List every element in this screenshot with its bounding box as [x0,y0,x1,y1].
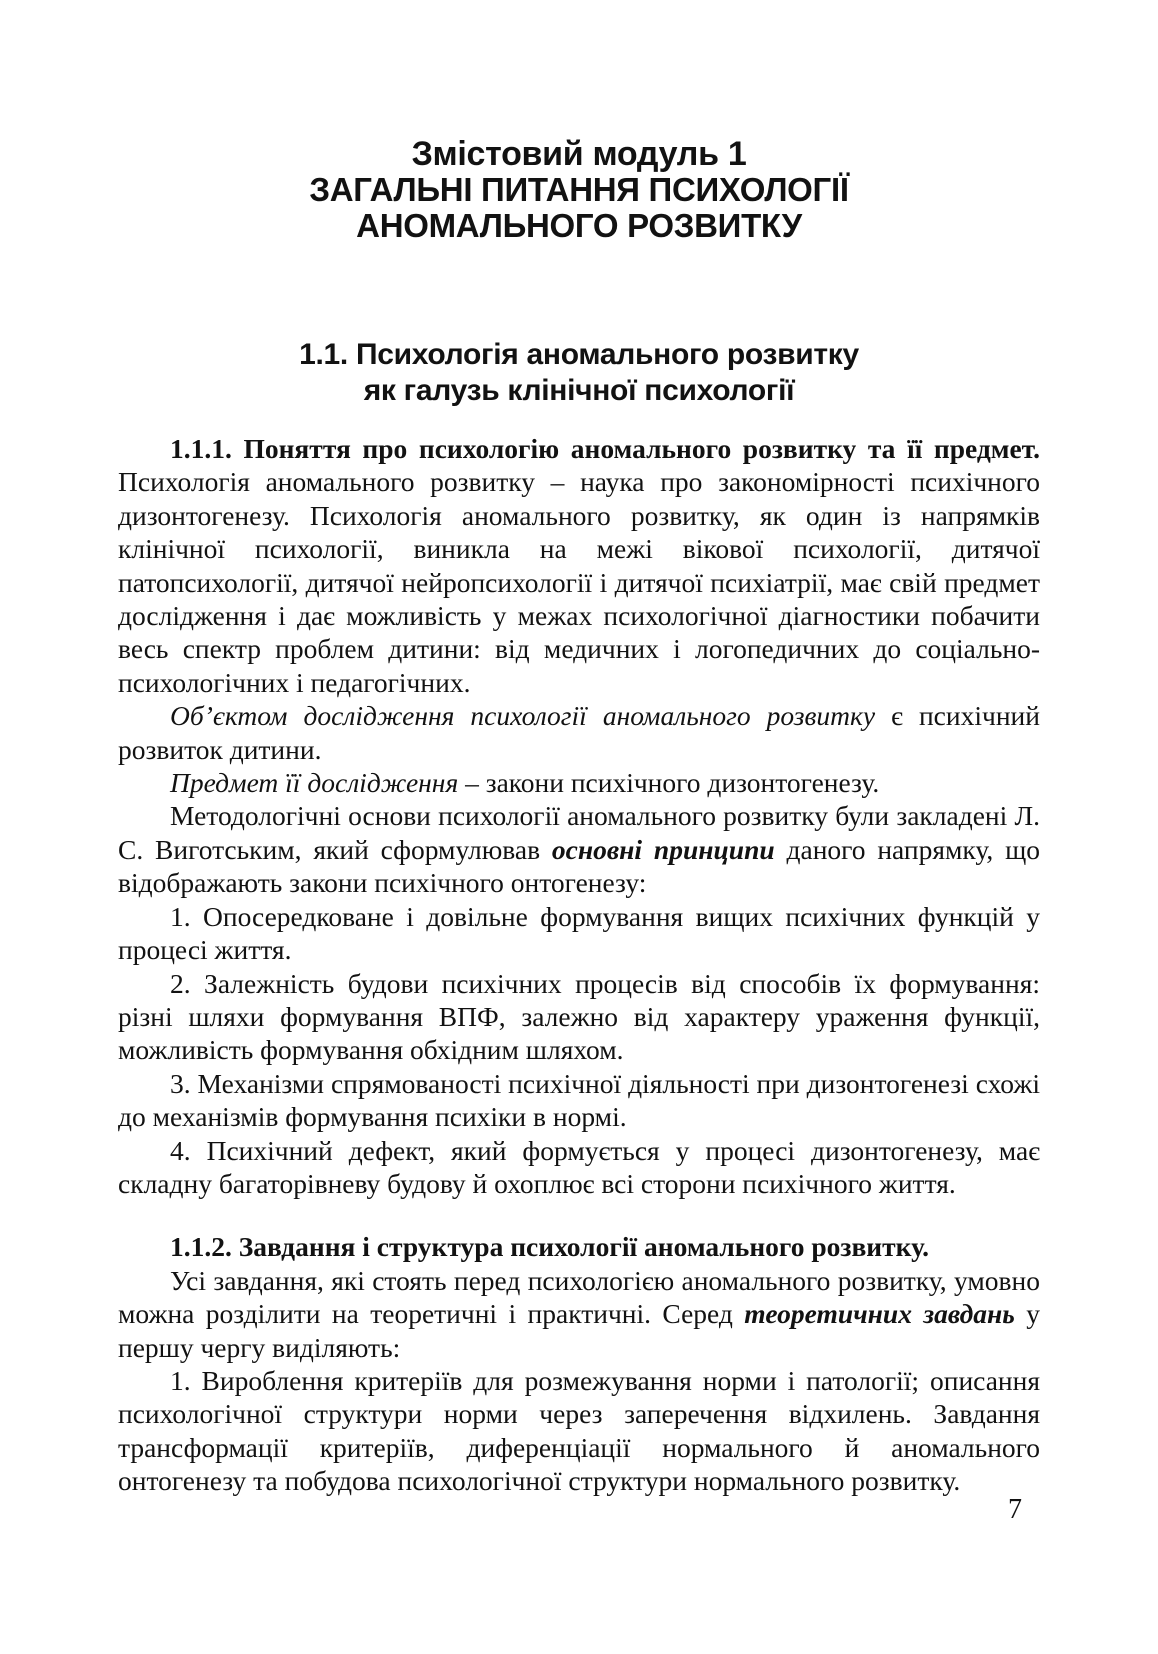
list-item-principle-3 [118,1067,1040,1134]
module-header [118,136,1040,244]
text-run: 1.1.2. Завдання і структура психології аномального розвитку. [170,1231,929,1263]
section-heading-line-1: 1.1. Психологія аномального розвитку [299,337,859,371]
page-number: 7 [1008,1494,1022,1525]
text-run: Предмет її дослідження [170,767,459,799]
module-title-line-1: ЗАГАЛЬНІ ПИТАННЯ ПСИХОЛОГІЇ [309,171,849,208]
module-title-line-2: АНОМАЛЬНОГО РОЗВИТКУ [356,207,802,244]
list-item-principle-2 [118,967,1040,1067]
para-1-1-1-definition [118,432,1040,699]
para-object-of-study [118,699,1040,766]
list-item-task-1 [118,1364,1040,1498]
section-heading [118,337,1040,409]
text-run: Психологія аномального розвитку – наука про закономірності психічного дизонтогенезу. Психологія аномального розвитку, як один із напрямків клінічної психології, виникла на межі вікової психології, дитячої патопсихології, дитячої нейропсихології і дитячої психіатрії, має свій предмет дослідження і дає можливість у межах психологічної діагностики побачити весь спектр проблем дитини: від медичних і логопедичних до соціально-психологічних і педагогічних. [118,466,1040,698]
text-run: даного напрямку, що відображають закони психічного онтогенезу: [118,833,1041,899]
text-run: теоретичних завдань [744,1298,1015,1330]
para-subject-of-study [118,766,1040,799]
text-run: Об’єктом дослідження психології аномального розвитку [170,700,876,732]
text-run: є психічний розвиток дитини. [118,700,1040,765]
text-run: 1. Опосередковане і довільне формування вищих психічних функцій у процесі життя. [118,900,1040,966]
text-run: 3. Механізми спрямованості психічної діяльності при дизонтогенезі схожі до механізмів формування психіки в нормі. [118,1067,1040,1133]
text-run: Усі завдання, які стоять перед психологією аномального розвитку, умовно можна розділити на теоретичні і практичні. Серед [118,1264,1040,1330]
text-run: Методологічні основи психології аномального розвитку були закладені Л. С. Виготським, який сформулював [118,800,1040,865]
para-methodological-basis [118,799,1040,899]
text-run: основні принципи [551,833,775,865]
text-run: у першу чергу виділяють: [118,1298,1040,1363]
body-text [118,432,1040,1498]
text-run: 1. Вироблення критеріїв для розмежування норми і патології; описання психологічної структури норми через заперечення відхилень. Завдання трансформації критеріїв, диференціації нормального й аномального онтогенезу та побудова психологічної структури нормального розвитку. [118,1364,1040,1497]
section-heading-line-2: як галузь клінічної психології [363,373,795,407]
list-item-principle-1 [118,900,1040,967]
subsection-heading-1-1-2 [118,1230,1040,1263]
list-item-principle-4 [118,1134,1040,1201]
text-run: – закони психічного дизонтогенезу. [458,767,880,799]
text-run: 4. Психічний дефект, який формується у процесі дизонтогенезу, має складну багаторівневу будову й охоплює всі сторони психічного життя. [118,1134,1040,1199]
text-run: 1.1.1. Поняття про психологію аномального розвитку та її предмет. [170,433,1040,464]
module-number-line: Змістовий модуль 1 [411,135,747,173]
para-tasks-intro [118,1264,1040,1364]
text-run: 2. Залежність будови психічних процесів від способів їх формування: різні шляхи формування ВПФ, залежно від характеру ураження функції, можливість формування обхідним шляхом. [118,967,1040,1066]
